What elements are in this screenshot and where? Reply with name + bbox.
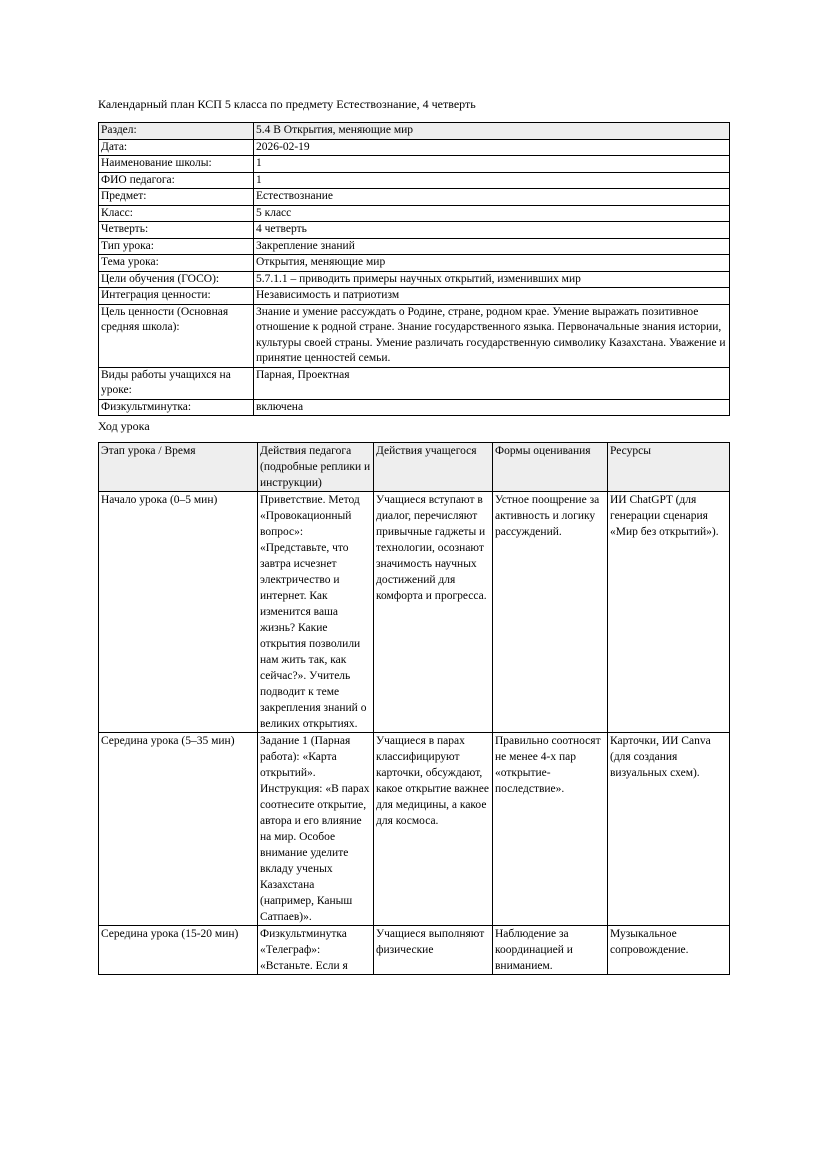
- document-title: Календарный план КСП 5 класса по предмету Естествознание, 4 четверть: [98, 97, 476, 111]
- info-row-value: Независимость и патриотизм: [254, 288, 730, 305]
- info-row-label: ФИО педагога:: [99, 172, 254, 189]
- cell-student-actions: Учащиеся вступают в диалог, перечисляют привычные гаджеты и технологии, осознают значимость научных достижений для комфорта и прогресса.: [374, 492, 493, 733]
- info-row-value: Знание и умение рассуждать о Родине, стране, родном крае. Умение выражать позитивное отношение к родной стране. Знание государственного языка. Первоначальные знания истории, культуры своей страны. Умение различать государственную символику Казахстана. Уважение и принятие ценностей семьи.: [254, 304, 730, 367]
- info-row-label: Дата:: [99, 139, 254, 156]
- info-row-label: Раздел:: [99, 123, 254, 140]
- cell-assessment: Наблюдение за координацией и вниманием.: [493, 926, 608, 975]
- table-header-row: [99, 443, 730, 492]
- table-row: [99, 222, 730, 239]
- cell-student-actions: Учащиеся выполняют физические: [374, 926, 493, 975]
- cell-assessment: Устное поощрение за активность и логику рассуждений.: [493, 492, 608, 733]
- table-row: [99, 304, 730, 367]
- table-row: [99, 156, 730, 173]
- column-header-student-actions: Действия учащегося: [374, 443, 493, 492]
- cell-stage: Начало урока (0–5 мин): [99, 492, 258, 733]
- table-row: [99, 238, 730, 255]
- cell-resources: Музыкальное сопровождение.: [608, 926, 730, 975]
- info-row-label: Тип урока:: [99, 238, 254, 255]
- table-row: [99, 189, 730, 206]
- info-row-label: Физкультминутка:: [99, 399, 254, 416]
- info-row-label: Цель ценности (Основная средняя школа):: [99, 304, 254, 367]
- table-row: [99, 288, 730, 305]
- cell-assessment: Правильно соотносят не менее 4-х пар «открытие-последствие».: [493, 733, 608, 926]
- cell-stage: Середина урока (5–35 мин): [99, 733, 258, 926]
- info-row-value: 4 четверть: [254, 222, 730, 239]
- info-row-value: Открытия, меняющие мир: [254, 255, 730, 272]
- cell-teacher-actions: Задание 1 (Парная работа): «Карта открытий». Инструкция: «В парах соотнесите открытие, автора и его влияние на мир. Особое внимание уделите вкладу ученых Казахстана (например, Каныш Сатпаев)».: [258, 733, 374, 926]
- column-header-teacher-actions: Действия педагога (подробные реплики и инструкции): [258, 443, 374, 492]
- column-header-assessment: Формы оценивания: [493, 443, 608, 492]
- table-row: [99, 139, 730, 156]
- table-row: [99, 205, 730, 222]
- table-row: [99, 172, 730, 189]
- cell-teacher-actions: Приветствие. Метод «Провокационный вопрос»: «Представьте, что завтра исчезнет электричество и интернет. Как изменится ваша жизнь? Какие открытия позволили нам жить так, как сейчас?». Учитель подводит к теме закрепления знаний о великих открытиях.: [258, 492, 374, 733]
- table-row: [99, 271, 730, 288]
- cell-resources: ИИ ChatGPT (для генерации сценария «Мир без открытий»).: [608, 492, 730, 733]
- info-row-value: Естествознание: [254, 189, 730, 206]
- table-row: [99, 492, 730, 733]
- info-row-value: 1: [254, 156, 730, 173]
- info-row-label: Четверть:: [99, 222, 254, 239]
- info-row-value: Парная, Проектная: [254, 367, 730, 399]
- lesson-info-table: [98, 122, 730, 416]
- cell-resources: Карточки, ИИ Canva (для создания визуальных схем).: [608, 733, 730, 926]
- info-row-value: 5.4 В Открытия, меняющие мир: [254, 123, 730, 140]
- info-row-label: Наименование школы:: [99, 156, 254, 173]
- cell-teacher-actions: Физкультминутка «Телеграф»: «Встаньте. Если я: [258, 926, 374, 975]
- table-row: [99, 123, 730, 140]
- info-row-label: Тема урока:: [99, 255, 254, 272]
- info-row-value: 2026-02-19: [254, 139, 730, 156]
- info-row-value: 5.7.1.1 – приводить примеры научных открытий, изменивших мир: [254, 271, 730, 288]
- cell-student-actions: Учащиеся в парах классифицируют карточки, обсуждают, какое открытие важнее для медицины, а какое для космоса.: [374, 733, 493, 926]
- info-row-label: Виды работы учащихся на уроке:: [99, 367, 254, 399]
- info-row-label: Цели обучения (ГОСО):: [99, 271, 254, 288]
- info-row-value: Закрепление знаний: [254, 238, 730, 255]
- table-row: [99, 367, 730, 399]
- info-row-label: Интеграция ценности:: [99, 288, 254, 305]
- column-header-stage: Этап урока / Время: [99, 443, 258, 492]
- column-header-resources: Ресурсы: [608, 443, 730, 492]
- document-content: [98, 97, 729, 975]
- info-row-value: 1: [254, 172, 730, 189]
- table-row: [99, 399, 730, 416]
- section-label: Ход урока: [98, 419, 150, 433]
- lesson-flow-table: [98, 442, 730, 975]
- table-row: [99, 733, 730, 926]
- info-row-label: Предмет:: [99, 189, 254, 206]
- table-row: [99, 926, 730, 975]
- cell-stage: Середина урока (15-20 мин): [99, 926, 258, 975]
- info-row-value: включена: [254, 399, 730, 416]
- info-row-value: 5 класс: [254, 205, 730, 222]
- info-row-label: Класс:: [99, 205, 254, 222]
- table-row: [99, 255, 730, 272]
